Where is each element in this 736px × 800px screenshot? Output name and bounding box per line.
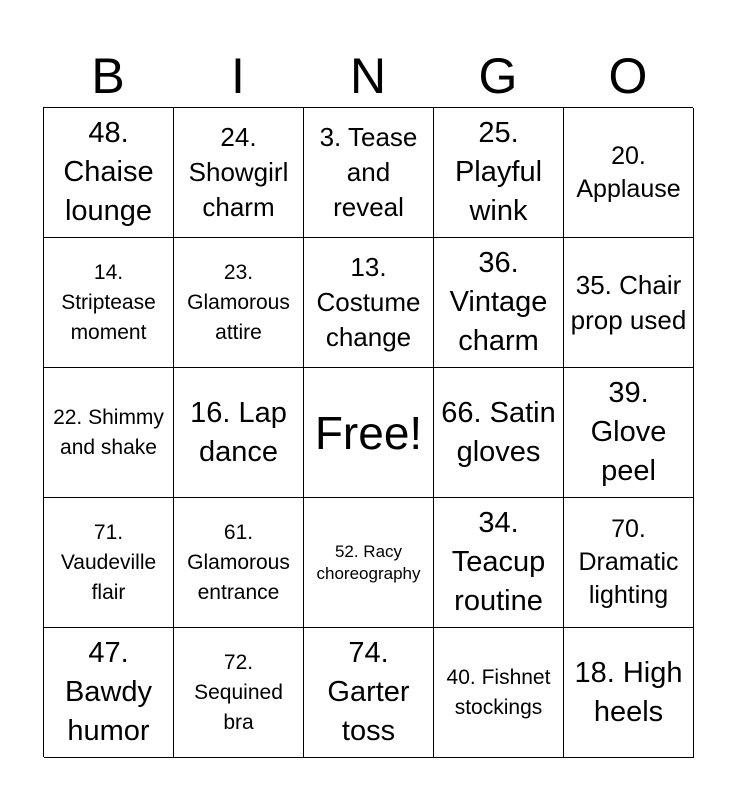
cell-text: 14. Striptease moment — [61, 260, 156, 344]
bingo-cell[interactable] — [44, 498, 174, 628]
cell-text: 35. Chair prop used — [570, 269, 687, 335]
cell-text: 13. Costume change — [316, 252, 421, 352]
cell-text: 24. Showgirl charm — [188, 122, 289, 222]
cell-text: 66. Satin gloves — [441, 396, 556, 468]
bingo-cell[interactable] — [174, 628, 304, 758]
cell-text: 22. Shimmy and shake — [53, 405, 164, 459]
bingo-cell[interactable] — [44, 368, 174, 498]
bingo-cell[interactable] — [564, 238, 694, 368]
free-space-text: Free! — [314, 406, 423, 459]
cell-text: 36. Vintage charm — [449, 247, 548, 357]
header-letter-n: N — [349, 48, 387, 104]
bingo-cell[interactable] — [174, 108, 304, 238]
bingo-cell[interactable] — [304, 108, 434, 238]
free-space-cell[interactable] — [304, 368, 434, 498]
bingo-cell[interactable] — [434, 498, 564, 628]
bingo-cell[interactable] — [44, 628, 174, 758]
bingo-cell[interactable] — [434, 108, 564, 238]
cell-text: 70. Dramatic lighting — [578, 515, 679, 609]
bingo-cell[interactable] — [434, 238, 564, 368]
cell-text: 23. Glamorous attire — [187, 260, 290, 344]
bingo-cell[interactable] — [44, 238, 174, 368]
cell-text: 52. Racy choreography — [316, 541, 421, 583]
bingo-cell[interactable] — [564, 368, 694, 498]
cell-text: 39. Glove peel — [590, 377, 667, 487]
cell-text: 47. Bawdy humor — [64, 637, 153, 747]
cell-text: 34. Teacup routine — [451, 507, 546, 617]
cell-text: 61. Glamorous entrance — [187, 520, 290, 604]
bingo-cell[interactable] — [304, 628, 434, 758]
bingo-cell[interactable] — [434, 628, 564, 758]
cell-text: 25. Playful wink — [454, 117, 543, 227]
cell-text: 48. Chaise lounge — [63, 117, 154, 227]
bingo-cell[interactable] — [564, 498, 694, 628]
cell-text: 18. High heels — [574, 656, 683, 728]
bingo-board — [43, 107, 693, 757]
bingo-cell[interactable] — [44, 108, 174, 238]
bingo-cell[interactable] — [434, 368, 564, 498]
cell-text: 20. Applause — [576, 141, 681, 203]
bingo-cell[interactable] — [174, 498, 304, 628]
bingo-cell[interactable] — [304, 238, 434, 368]
cell-text: 74. Garter toss — [327, 637, 410, 747]
cell-text: 72. Sequined bra — [194, 650, 283, 734]
cell-text: 16. Lap dance — [190, 396, 287, 468]
bingo-cell[interactable] — [304, 498, 434, 628]
header-letter-o: O — [608, 48, 648, 104]
bingo-cell[interactable] — [564, 628, 694, 758]
bingo-header — [43, 44, 693, 108]
bingo-cell[interactable] — [174, 368, 304, 498]
header-letter-i: I — [231, 48, 245, 104]
cell-text: 3. Tease and reveal — [319, 122, 418, 222]
header-letter-b: B — [91, 48, 125, 104]
cell-text: 40. Fishnet stockings — [446, 665, 551, 719]
bingo-cell[interactable] — [564, 108, 694, 238]
cell-text: 71. Vaudeville flair — [60, 520, 157, 604]
header-letter-g: G — [478, 48, 518, 104]
bingo-cell[interactable] — [174, 238, 304, 368]
